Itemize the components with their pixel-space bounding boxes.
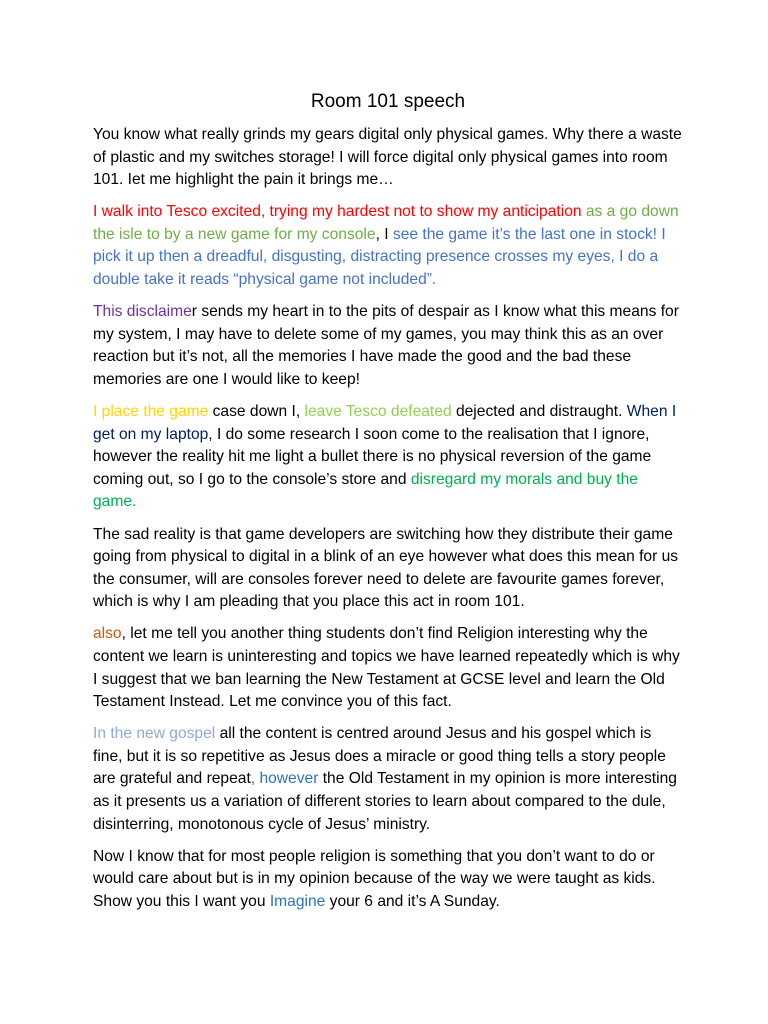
text-run: , let me tell you another thing students don’t find Religion interesting why the content we learn is uninteresting and topics we have learned repeatedly which is why I suggest that we ban learning the New Testament at GCSE level and learn the Old Testament Instead. Let me convince you of this fact.	[93, 625, 680, 711]
paragraph-1	[93, 124, 683, 192]
paragraph-4	[93, 401, 683, 514]
text-run-blue: see the game it’s the last one in stock! I pick it up then a dreadful, disgusting, distracting presence crosses my eyes, I do a double take it reads “physical game not included”.	[93, 225, 666, 289]
paragraph-2	[93, 201, 683, 291]
paragraph-5	[93, 524, 683, 614]
text-run-lime: leave Tesco defeated	[304, 403, 452, 421]
text-run-orange: also	[93, 625, 122, 643]
text-run: r sends my heart in to the pits of despair as I know what this means for my system, I may have to delete some of my games, you may think this as an over reaction but it’s not, all the memories I have made the good and the bad these memories are one I would like to keep!	[93, 303, 679, 388]
text-run-blue: , however	[250, 770, 319, 788]
text-run: your 6 and it’s A Sunday.	[325, 892, 500, 910]
text-run-red: I walk into Tesco excited, trying my hardest not to show my anticipation	[93, 203, 582, 221]
text-run-navy: When I get on my laptop	[93, 403, 677, 443]
text-run: all the content is centred around Jesus and his gospel which is fine, but it is so repetitive as Jesus does a miracle or good thing tells a story people are grateful and repeat	[93, 725, 666, 788]
text-run: case down I,	[208, 403, 305, 421]
text-run-yellow: I place the game	[93, 403, 209, 421]
text-run: Now I know that for most people religion is something that you don’t want to do or would care about but is in my opinion because of the way we were taught as kids. Show you this I want you	[93, 847, 656, 910]
paragraph-3	[93, 301, 683, 391]
text-run: You know what really grinds my gears digital only physical games. Why there a waste of plastic and my switches storage! I will force digital only physical games into room 101. Iet me highlight the pain it brings me…	[93, 126, 682, 189]
text-run-purple: This disclaime	[93, 303, 192, 321]
paragraph-8	[93, 846, 683, 914]
text-run: dejected and distraught.	[451, 403, 627, 421]
text-run: , I	[375, 225, 393, 243]
text-run: , I do some research I soon come to the realisation that I ignore, however the reality hit me light a bullet there is no physical reversion of the game coming out, so I go to the console’s store and	[93, 425, 652, 488]
paragraph-7	[93, 723, 683, 836]
text-run-green: as a go down the isle to by a new game for my console	[93, 203, 679, 243]
text-run-green: disregard my morals and buy the game.	[93, 470, 638, 511]
text-run: the Old Testament in my opinion is more interesting as it presents us a variation of different stories to learn about compared to the dule, disinterring, monotonous cycle of Jesus’ ministry.	[93, 770, 677, 833]
text-run-lightblue: In the new gospel	[93, 725, 216, 743]
paragraph-6	[93, 623, 683, 713]
document-title: Room 101 speech	[310, 91, 466, 112]
text-run: The sad reality is that game developers are switching how they distribute their game going from physical to digital in a blink of an eye however what does this mean for us the consumer, will are consoles forever need to delete are favourite games forever, which is why I am pleading that you place this act in room 101.	[93, 525, 679, 611]
text-run-blue: Imagine	[269, 892, 326, 910]
document-page	[93, 88, 683, 923]
